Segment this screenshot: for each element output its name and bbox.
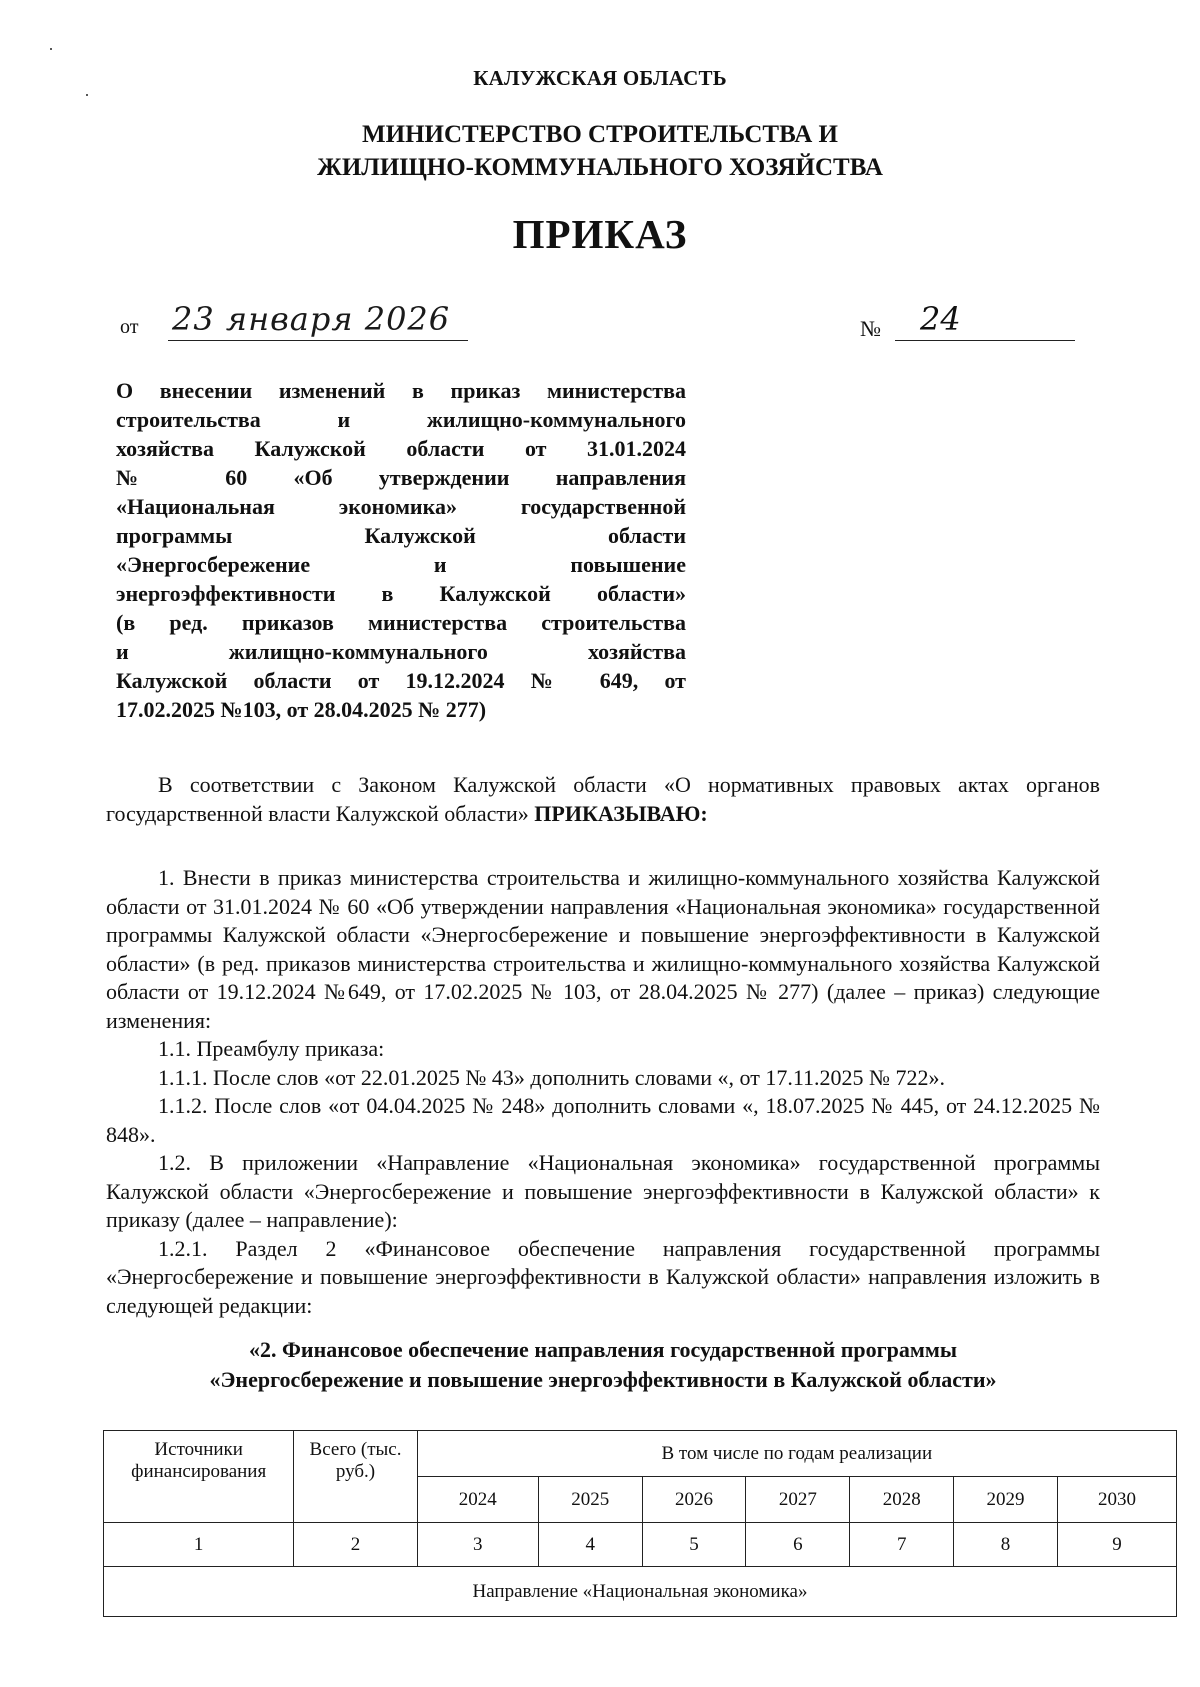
handwritten-number: 24: [920, 300, 961, 338]
clause-1-2-1: 1.2.1. Раздел 2 «Финансовое обеспечение направления государственной программы «Энергосбережение и повышение энергоэффективности в Калужской области» направления изложить в следующей редакции:: [106, 1235, 1100, 1318]
subject-line: энергоэффективности в Калужской области»: [116, 581, 686, 606]
ministry-name: [0, 118, 1200, 184]
column-number: 8: [954, 1523, 1058, 1567]
order-body: [106, 864, 1100, 1320]
number-prefix: №: [860, 316, 881, 341]
subject-line: О внесении изменений в приказ министерства: [116, 378, 686, 403]
header-year: 2028: [850, 1477, 954, 1523]
header-year: 2025: [538, 1477, 642, 1523]
scan-speck: [86, 94, 88, 96]
subject-line: № 60 «Об утверждении направления: [116, 465, 686, 490]
header-total: Всего (тыс. руб.): [294, 1431, 417, 1523]
subject-line: «Национальная экономика» государственной: [116, 494, 686, 519]
section-title: [106, 1335, 1100, 1395]
section-title-line-1: «2. Финансовое обеспечение направления государственной программы: [249, 1337, 957, 1362]
header-years-group: В том числе по годам реализации: [417, 1431, 1176, 1477]
date-underline: [168, 340, 468, 341]
ministry-line-2: ЖИЛИЩНО-КОММУНАЛЬНОГО ХОЗЯЙСТВА: [317, 154, 883, 181]
date-number-row: [120, 300, 1080, 350]
column-number: 2: [294, 1523, 417, 1567]
scan-speck: [50, 48, 52, 50]
table-section-row: Направление «Национальная экономика»: [104, 1567, 1177, 1617]
order-subject: [116, 376, 686, 724]
column-number: 7: [850, 1523, 954, 1567]
column-number: 3: [417, 1523, 538, 1567]
subject-line: программы Калужской области: [116, 523, 686, 548]
date-prefix: от: [120, 316, 139, 338]
financing-table: [103, 1430, 1177, 1617]
preamble-paragraph: [106, 771, 1100, 828]
column-number: 4: [538, 1523, 642, 1567]
subject-line: 17.02.2025 №103, от 28.04.2025 № 277): [116, 697, 487, 722]
document-type: ПРИКАЗ: [512, 211, 688, 257]
clause-1-1-2: 1.1.2. После слов «от 04.04.2025 № 248» дополнить словами «, 18.07.2025 № 445, от 24.12.2025 № 848».: [106, 1093, 1100, 1147]
subject-line: Калужской области от 19.12.2024 № 649, от: [116, 668, 686, 693]
column-number: 9: [1057, 1523, 1176, 1567]
column-number: 5: [642, 1523, 746, 1567]
header-year: 2024: [417, 1477, 538, 1523]
column-number: 1: [104, 1523, 294, 1567]
clause-1-1-1: 1.1.1. После слов «от 22.01.2025 № 43» дополнить словами «, от 17.11.2025 № 722».: [158, 1064, 946, 1090]
subject-line: хозяйства Калужской области от 31.01.2024: [116, 436, 686, 461]
handwritten-date: 23 января 2026: [172, 300, 451, 338]
number-underline: [895, 340, 1075, 341]
header-year: 2027: [746, 1477, 850, 1523]
subject-line: и жилищно-коммунального хозяйства: [116, 639, 686, 664]
ministry-line-1: МИНИСТЕРСТВО СТРОИТЕЛЬСТВА И: [362, 121, 838, 148]
preamble-text: В соответствии с Законом Калужской области «О нормативных правовых актах органов государственной власти Калужской области»: [106, 772, 1100, 826]
section-title-line-2: «Энергосбережение и повышение энергоэффективности в Калужской области»: [209, 1367, 997, 1392]
region-name: КАЛУЖСКАЯ ОБЛАСТЬ: [473, 66, 727, 90]
clause-1-2: 1.2. В приложении «Направление «Национальная экономика» государственной программы Калужской области «Энергосбережение и повышение энергоэффективности в Калужской области» к приказу (далее – направление):: [106, 1150, 1100, 1232]
clause-1: 1. Внести в приказ министерства строительства и жилищно-коммунального хозяйства Калужской области от 31.01.2024 № 60 «Об утверждении направления «Национальная экономика» государственной программы Калужской области «Энергосбережение и повышение энергоэффективности в Калужской области» (в ред. приказов министерства строительства и жилищно-коммунального хозяйства Калужской области от 19.12.2024 №649, от 17.02.2025 № 103, от 28.04.2025 № 277) (далее – приказ) следующие изменения:: [106, 865, 1100, 1033]
header-year: 2030: [1057, 1477, 1176, 1523]
header-year: 2026: [642, 1477, 746, 1523]
subject-line: (в ред. приказов министерства строительства: [116, 610, 686, 635]
order-keyword: ПРИКАЗЫВАЮ:: [534, 800, 708, 826]
column-number: 6: [746, 1523, 850, 1567]
header-year: 2029: [954, 1477, 1058, 1523]
subject-line: строительства и жилищно-коммунального: [116, 407, 686, 432]
header-source: Источники финансирования: [104, 1431, 294, 1523]
clause-1-1: 1.1. Преамбулу приказа:: [158, 1036, 385, 1061]
subject-line: «Энергосбережение и повышение: [116, 552, 686, 577]
